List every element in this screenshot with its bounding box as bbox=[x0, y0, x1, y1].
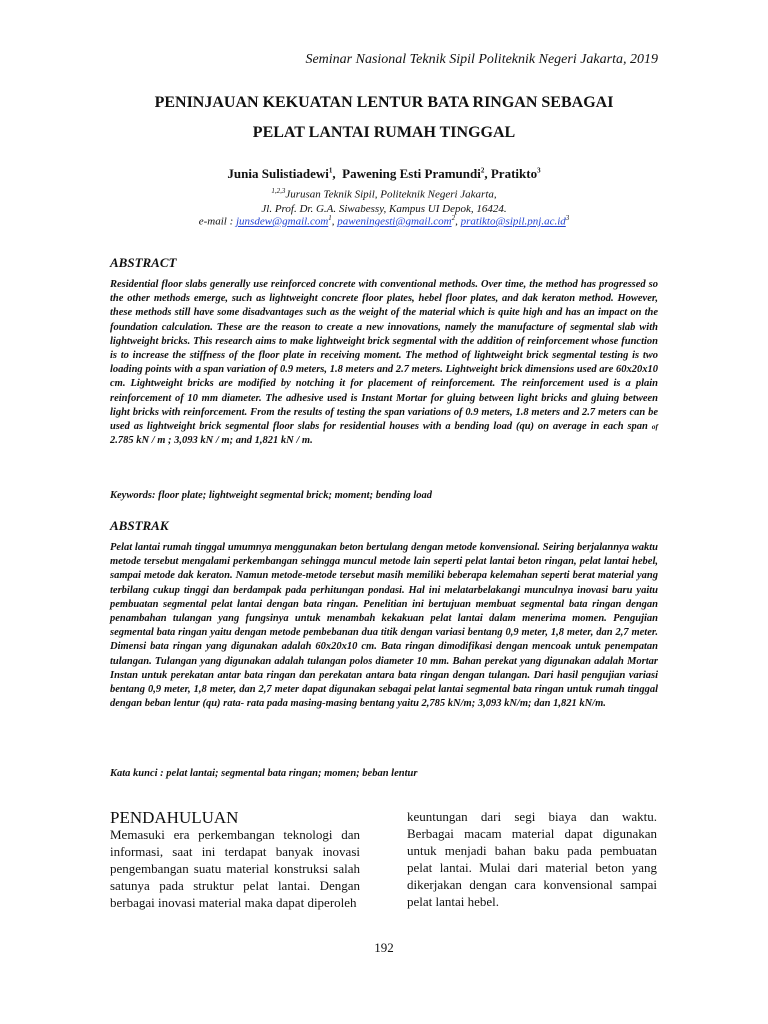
pendahuluan-heading: PENDAHULUAN bbox=[110, 808, 239, 827]
author-2: Pawening Esti Pramundi bbox=[342, 166, 481, 181]
author-3: Pratikto bbox=[490, 166, 538, 181]
conference-header: Seminar Nasional Teknik Sipil Politeknik Negeri Jakarta, 2019 bbox=[305, 52, 658, 67]
abstract-heading: ABSTRACT bbox=[110, 255, 177, 270]
pendahuluan-column-left: Memasuki era perkembangan teknologi dan informasi, saat ini terdapat banyak inovasi pengembangan suatu material konstruksi salah satunya pada struktur pelat lantai. Dengan berbagai inovasi material maka dapat diperoleh bbox=[110, 827, 360, 910]
affiliation-line-2: Jl. Prof. Dr. G.A. Siwabessy, Kampus UI Depok, 16424. bbox=[261, 202, 507, 215]
email-prefix: e-mail : bbox=[198, 215, 236, 228]
affiliation-sup: 1,2,3 bbox=[271, 187, 286, 195]
email-link-3[interactable]: pratikto@sipil.pnj.ac.id bbox=[460, 215, 566, 228]
affiliation bbox=[60, 184, 708, 216]
affiliation-line-1: Jurusan Teknik Sipil, Politeknik Negeri Jakarta, bbox=[285, 188, 497, 201]
abstrak-keywords: Kata kunci : pelat lantai; segmental bata ringan; momen; beban lentur bbox=[110, 768, 418, 779]
abstract-keywords: Keywords: floor plate; lightweight segmental brick; moment; bending load bbox=[110, 490, 432, 501]
title-line-1: PENINJAUAN KEKUATAN LENTUR BATA RINGAN SEBAGAI bbox=[154, 94, 614, 111]
author-1-sup: 1 bbox=[328, 166, 333, 175]
page-number: 192 bbox=[374, 940, 394, 955]
email-3-sup: 3 bbox=[565, 214, 570, 222]
author-3-sup: 3 bbox=[537, 166, 541, 175]
author-1: Junia Sulistiadewi bbox=[227, 166, 329, 181]
abstrak-heading: ABSTRAK bbox=[110, 518, 169, 533]
title-line-2: PELAT LANTAI RUMAH TINGGAL bbox=[252, 124, 516, 141]
pendahuluan-column-right: keuntungan dari segi biaya dan waktu. Berbagai macam material dapat digunakan untuk menjadi bahan baku pada pembuatan pelat lantai. Mulai dari material beton yang dikerjakan dengan cara konvensional sampai pelat lantai hebel. bbox=[407, 809, 657, 909]
abstract-body-end: 2.785 kN / m ; 3,093 kN / m; and 1,821 kN / m. bbox=[110, 435, 313, 447]
abstrak-body: Pelat lantai rumah tinggal umumnya menggunakan beton bertulang dengan metode konvensional. Seiring berjalannya waktu metode tersebut mengalami perkembangan sehingga muncul metode lain seperti pelat lantai beton ringan, pelat lantai hebel, sampai metode dak keraton. Namun metode-metode tersebut masih memiliki beberapa kelemahan seperti berat material yang terbilang cukup tinggi dan berdampak pada perhitungan pondasi. Hal ini melatarbelakangi munculnya inovasi baru yaitu pembuatan segmental pelat lantai dengan bata ringan. Penelitian ini bertujuan membuat segmental bata ringan dengan penambahan tulangan yang fungsinya untuk menambah kekakuan pelat lantai dalam menerima momen. Pengujian segmental bata ringan yaitu dengan metode pembebanan dua titik dengan variasi bentang 0,9 meter, 1,8 meter, dan 2,7 meter. Dimensi bata ringan yang digunakan adalah 60x20x10 cm. Bata ringan dimodifikasi dengan mencoak untuk penempatan tulangan. Tulangan yang digunakan adalah tulangan polos diameter 10 mm. Bahan perekat yang digunakan adalah Mortar Instan untuk perekatan antar bata ringan dan perekatan antara bata ringan dengan tulangan. Dari hasil pengujian variasi bentang 0,9 meter, 1,8 meter, dan 2,7 meter dapat digunakan sebagai pelat lantai segmental bata ringan untuk rumah tinggal dengan beban lentur (qu) rata- rata pada masing-masing bentang yaitu 2,785 kN/m; 3,093 kN/m; dan 1,821 kN/m. bbox=[110, 542, 658, 710]
email-2-sup: 2 bbox=[451, 214, 456, 222]
author-2-sup: 2 bbox=[480, 166, 485, 175]
email-line: e-mail : junsdew@gmail.com$^1$, paweningesti@gmail.com$^2$, $pratikto@sipil.pnj.ac.id^3$ bbox=[198, 214, 570, 228]
abstract-body-main: Residential floor slabs generally use reinforced concrete with conventional methods. Over time, the method has progressed so the other methods emerge, such as lightweight concrete floor plates, hebel floor plates, and dak keraton method. However, these methods still have some disadvantages such as the weight of the material which is quite high and has an impact on the foundation calculation. These are the reason to create a new innovations, namely the manufacture of segmental slab with lightweight bricks. This research aims to make lightweight brick segmental with the addition of reinforcement whose function is to increase the stiffness of the floor plate in receiving moment. The method of lightweight brick segmental testing is two loading points with a span variation of 0.9 meters, 1.8 meters and 2.7 meters. Lightweight brick dimensions used are 60x20x10 cm. Lightweight bricks are modified by notching it for placement of reinforcement. The reinforcement used is a plain reinforcement of 10 mm diameter. The adhesive used is Instant Mortar for gluing between light bricks and gluing between light bricks with reinforcement. From the results of testing the span variations of 0.9 meters, 1.8 meters and 2.7 meters can be used as lightweight brick segmental floor slabs for residential houses with a bending load (qu) on average in each span bbox=[110, 279, 658, 433]
author-list: Junia Sulistiadewi$^1$, Pawening Esti Pramundi$^2$, Pratikto$^3$ bbox=[227, 166, 541, 181]
email-1-sup: 1 bbox=[328, 214, 332, 222]
paper-title bbox=[60, 88, 708, 148]
abstract-body bbox=[110, 278, 658, 448]
email-link-1[interactable]: junsdew@gmail.com bbox=[235, 215, 329, 228]
email-link-2[interactable]: paweningesti@gmail.com bbox=[337, 215, 452, 228]
abstract-body-of: of bbox=[651, 422, 659, 432]
